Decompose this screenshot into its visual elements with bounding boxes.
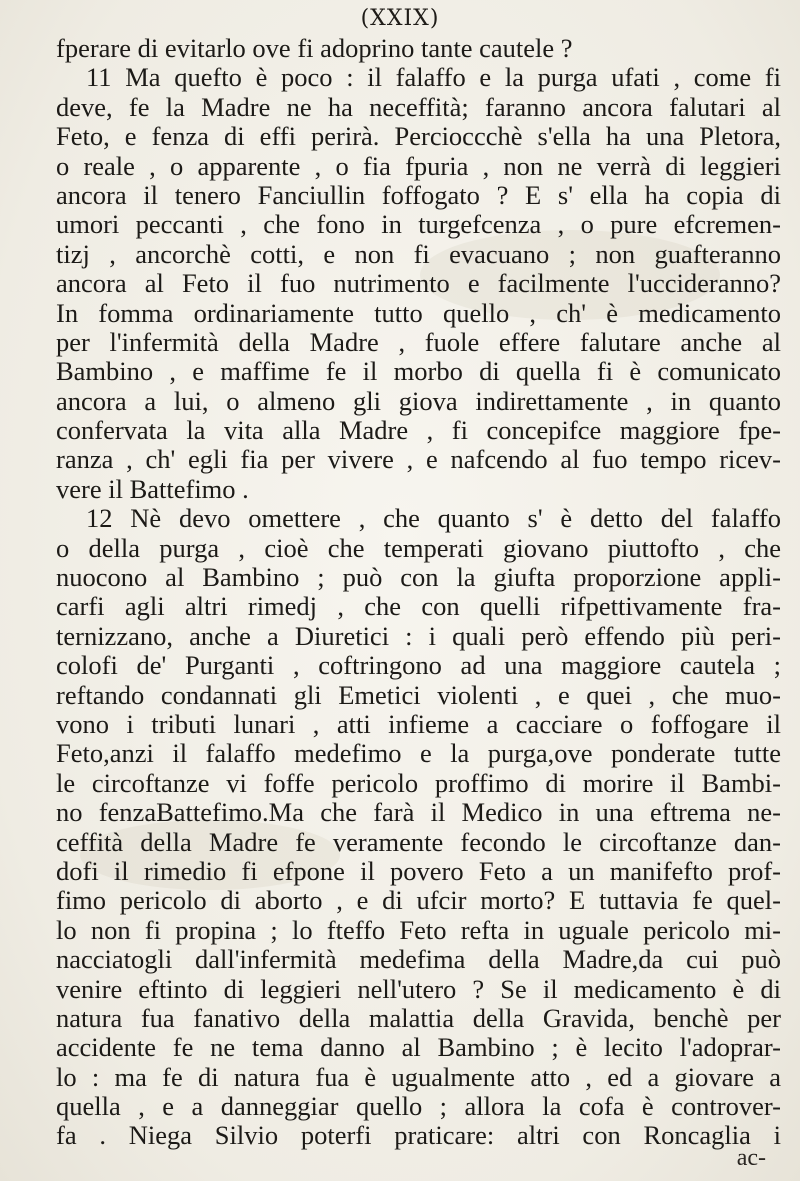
text-line: accidente fe ne tema danno al Bambino ; è lecito l'adoprar- [56,1033,781,1063]
text-line: In fomma ordinariamente tutto quello , ch' è medicamento [56,298,781,328]
text-line: reftando condannati gli Emetici violenti , e quei , che muo- [56,680,781,710]
text-line: fimo pericolo di aborto , e di ufcir morto? E tuttavia fe quel- [56,886,781,916]
paragraph-12-line: 12 Nè devo omettere , che quanto s' è detto del falaffo [86,504,781,534]
text-line: ranza , ch' egli fia per vivere , e nafcendo al fuo tempo ricev- [56,445,781,475]
text-line: venire eftinto di leggieri nell'utero ? Se il medicamento è di [56,974,781,1004]
text-line: ceffità della Madre fe veramente fecondo le circoftanze dan- [56,827,781,857]
text-line: vono i tributi lunari , atti infieme a cacciare o foffogare il [56,709,781,739]
page-number: (XXIX) [360,6,440,31]
text-line: Bambino , e maffime fe il morbo di quella fi è comunicato [56,357,781,387]
text-line: ancora a lui, o almeno gli giova indirettamente , in quanto [56,386,781,416]
text-line: nacciatogli dall'infermità medefima della Madre,da cui può [56,945,781,975]
text-line: Feto,anzi il falaffo medefimo e la purga,ove ponderate tutte [56,739,781,769]
text-line: ternizzano, anche a Diuretici : i quali però effendo più peri- [56,621,781,651]
catchword: ac- [736,1145,766,1171]
text-line: no fenzaBattefimo.Ma che farà il Medico in una eftrema ne- [56,798,781,828]
text-line: tizj , ancorchè cotti, e non fi evacuano ; non guafteranno [56,239,781,269]
body-text [56,34,781,1151]
text-line: colofi de' Purganti , coftringono ad una maggiore cautela ; [56,651,781,681]
text-line: deve, fe la Madre ne ha neceffità; faranno ancora falutari al [56,92,781,122]
text-line: natura fua fanativo della malattia della Gravida, benchè per [56,1003,781,1033]
text-line: o della purga , cioè che temperati giovano piuttofto , che [56,533,781,563]
text-line: o reale , o apparente , o fia fpuria , non ne verrà di leggieri [56,151,781,181]
text-line: umori peccanti , che fono in turgefcenza , o pure efcremen- [56,210,781,240]
text-line: lo : ma fe di natura fua è ugualmente atto , ed a giovare a [56,1062,781,1092]
text-line: ancora il tenero Fanciullin foffogato ? E s' ella ha copia di [56,180,781,210]
text-line: fperare di evitarlo ove fi adoprino tante cautele ? [56,34,573,63]
text-line: Feto, e fenza di effi perirà. Percioccchè s'ella ha una Pletora, [56,122,781,152]
text-line: lo non fi propina ; lo fteffo Feto refta in uguale pericolo mi- [56,915,781,945]
text-line: confervata la vita alla Madre , fi concepifce maggiore fpe- [56,416,781,446]
text-line: per l'infermità della Madre , fuole effere falutare anche al [56,327,781,357]
text-line: ancora al Feto il fuo nutrimento e facilmente l'uccideranno? [56,269,781,299]
paragraph-11-line: 11 Ma quefto è poco : il falaffo e la purga ufati , come fi [86,63,781,93]
text-line: nuocono al Bambino ; può con la giufta proporzione appli- [56,563,781,593]
text-line: fa . Niega Silvio poterfi praticare: altri con Roncaglia i [56,1121,781,1151]
text-line: vere il Battefimo . [56,474,249,504]
text-line: carfi agli altri rimedj , che con quelli rifpettivamente fra- [56,592,781,622]
text-line: dofi il rimedio fi efpone il povero Feto a un manifefto prof- [56,856,781,886]
text-line: quella , e a danneggiar quello ; allora la cofa è controver- [56,1092,781,1122]
text-line: le circoftanze vi foffe pericolo proffimo di morire il Bambi- [56,768,781,798]
